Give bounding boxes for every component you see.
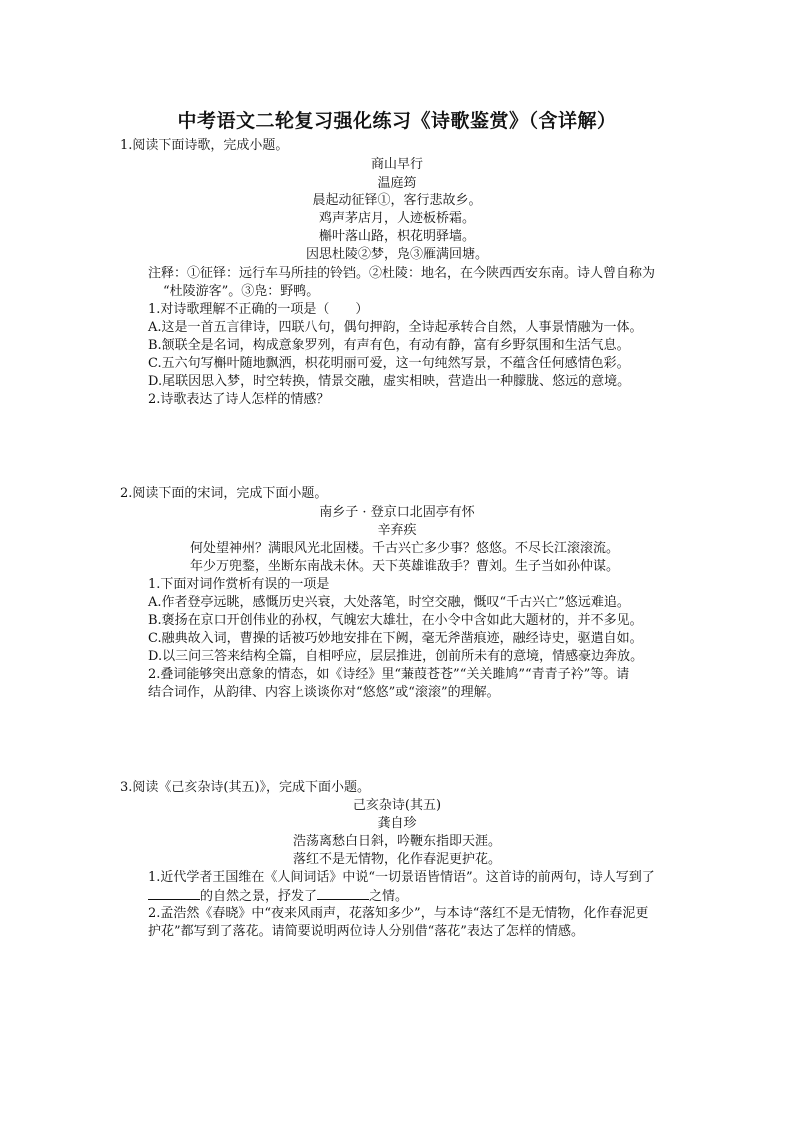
q2-subquestion: 1.下面对词作赏析有误的一项是 [148, 577, 330, 592]
answer-blank[interactable] [317, 887, 369, 900]
q1-prompt: 1.阅读下面诗歌，完成小题。 [120, 138, 289, 153]
q2-option-d: D.以三问三答来结构全篇，自相呼应，层层推进，创前所未有的意境，情感豪边奔放。 [148, 649, 644, 664]
q3-subquestion-fill [148, 887, 408, 906]
q1-poem-author: 温庭筠 [377, 176, 417, 191]
q3-subquestion: 1.近代学者王国维在《人间词话》中说“一切景语皆情语”。这首诗的前两句，诗人写到了 [148, 870, 655, 885]
q2-prompt: 2.阅读下面的宋词，完成下面小题。 [120, 486, 328, 501]
q1-option-b: B.颔联全是名词，构成意象罗列，有声有色，有动有静，富有乡野氛围和生活气息。 [148, 338, 630, 353]
q1-note: 注释：①征铎：远行车马所挂的铃铛。②杜陵：地名，在今陕西西安东南。诗人曾自称为 [148, 266, 656, 281]
q2-option-a: A.作者登亭远眺，感慨历史兴衰，大处落笔，时空交融，慨叹“千古兴亡”悠远难追。 [148, 595, 630, 610]
q1-subquestion: 1.对诗歌理解不正确的一项是（ ） [148, 302, 369, 317]
q1-poem-line: 因思杜陵②梦，凫③雁满回塘。 [305, 247, 488, 262]
q1-poem-line: 鸡声茅店月，人迹板桥霜。 [318, 211, 475, 226]
q3-subquestion: 2.孟浩然《春晓》中“夜来风雨声，花落知多少”，与本诗“落红不是无情物，化作春泥更 [148, 906, 649, 921]
q2-subquestion: 结合词作，从韵律、内容上谈谈你对“悠悠”或“滚滚”的理解。 [148, 685, 500, 700]
q2-poem-author: 辛弃疾 [377, 523, 417, 538]
q3-prompt: 3.阅读《己亥杂诗(其五)》，完成下面小题。 [120, 780, 371, 795]
q1-option-a: A.这是一首五言律诗，四联八句，偶句押韵，全诗起承转合自然，人事景情融为一体。 [148, 320, 643, 335]
q1-poem-title: 商山早行 [370, 157, 423, 172]
q3-subquestion: 护花”都写到了落花。请简要说明两位诗人分别借“落花”表达了怎样的情感。 [148, 924, 584, 939]
q2-option-b: B.褒扬在京口开创伟业的孙权，气魄宏大雄壮，在小令中含如此大题材的，并不多见。 [148, 613, 643, 628]
q3-poem-author: 龚自珍 [377, 816, 417, 831]
q2-poem-line: 年少万兜鍪，坐断东南战未休。天下英雄谁敌手？曹刘。生子当如孙仲谋。 [190, 559, 620, 574]
q2-poem-title: 南乡子 · 登京口北固亭有怀 [319, 505, 475, 520]
document-title: 中考语文二轮复习强化练习《诗歌鉴赏》（含详解） [177, 110, 617, 132]
q3-poem-title: 己亥杂诗(其五) [352, 798, 442, 813]
q1-poem-line: 晨起动征铎①，客行悲故乡。 [312, 193, 482, 208]
q2-option-c: C.融典故入词，曹操的话被巧妙地安排在下阙，毫无斧凿痕迹，融经诗史，驱遣自如。 [148, 631, 643, 646]
q3-text: 之情。 [369, 889, 409, 904]
q3-poem-line: 浩荡离愁白日斜，吟鞭东指即天涯。 [292, 834, 501, 849]
q1-subquestion: 2.诗歌表达了诗人怎样的情感？ [148, 392, 330, 407]
q2-poem-line: 何处望神州？满眼风光北固楼。千古兴亡多少事？悠悠。不尽长江滚滚流。 [190, 541, 620, 556]
q2-subquestion: 2.叠词能够突出意象的情态，如《诗经》里“蒹葭苍苍”“关关雎鸠”“青青子衿”等。请 [148, 667, 630, 682]
q1-option-d: D.尾联因思入梦，时空转换，情景交融，虚实相映，营造出一种朦胧、悠远的意境。 [148, 374, 631, 389]
q3-poem-line: 落红不是无情物，化作春泥更护花。 [292, 852, 501, 867]
q1-note: “杜陵游客”。③凫：野鸭。 [163, 284, 320, 299]
answer-blank[interactable] [148, 887, 200, 900]
q1-option-c: C.五六句写槲叶随地飘洒，枳花明丽可爱，这一句纯然写景，不蕴含任何感情色彩。 [148, 356, 630, 371]
q3-text: 的自然之景，抒发了 [200, 889, 318, 904]
q1-poem-line: 槲叶落山路，枳花明驿墙。 [318, 229, 475, 244]
